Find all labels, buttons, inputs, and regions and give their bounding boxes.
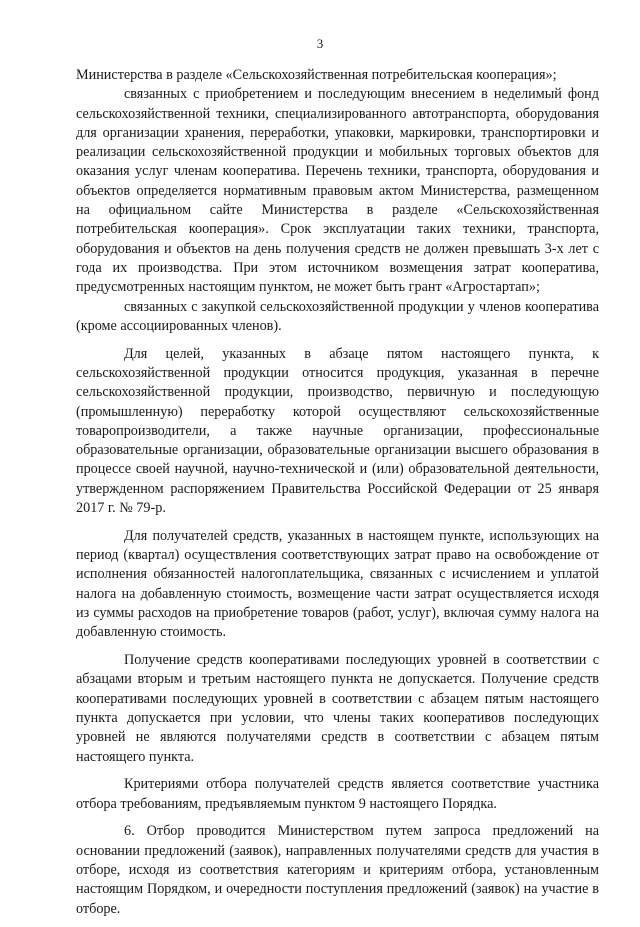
document-body [76, 66, 599, 927]
paragraph-next-level-cooperatives: Получение средств кооперативами последующих уровней в соответствии с абзацами вторым и третьим настоящего пункта не допускается. Получение средств кооперативами последующих уровней в соответствии с абзацем пятым настоящего пункта допускается при условии, что члены таких кооперативов последующих уровней не являются получателями средств в соответствии с абзацем пятым настоящего пункта. [76, 652, 599, 765]
paragraph-selection-criteria: Критериями отбора получателей средств является соответствие участника отбора требованиям, предъявляемым пунктом 9 настоящего Порядка. [76, 776, 599, 812]
paragraph-selection-procedure: 6. Отбор проводится Министерством путем запроса предложений на основании предложений (заявок), направленных получателями средств для участия в отборе, исходя из соответствия категориям и критериям отбора, установленным настоящим Порядком, и очередности поступления предложений (заявок) на участие в отборе. [76, 823, 599, 917]
paragraph-agricultural-products: Для целей, указанных в абзаце пятом настоящего пункта, к сельскохозяйственной продукции относится продукция, указанная в перечне сельскохозяйственной продукции, производство, первичную и последующую (промышленную) переработку которой осуществляют сельскохозяйственные товаропроизводители, а также научные организации, профессиональные образовательные организации, образовательные организации высшего образования в процессе своей научной, научно-технической и (или) образовательной деятельности, утвержденном распоряжением Правительства Российской Федерации от 25 января 2017 г. № 79-р. [76, 345, 599, 517]
page-number: 3 [316, 36, 324, 51]
paragraph-continuation: Министерства в разделе «Сельскохозяйственная потребительская кооперация»; [76, 67, 557, 83]
paragraph-purchase-costs: связанных с закупкой сельскохозяйственной продукции у членов кооператива (кроме ассоциированных членов). [76, 298, 599, 334]
paragraph-equipment-costs: связанных с приобретением и последующим внесением в неделимый фонд сельскохозяйственной техники, специализированного автотранспорта, оборудования для организации хранения, переработки, упаковки, маркировки, транспортировки и реализации сельскохозяйственной продукции и мобильных торговых объектов для оказания услуг членам кооператива. Перечень техники, транспорта, оборудования и объектов определяется нормативным правовым актом Министерства, размещенном на официальном сайте Министерства в разделе «Сельскохозяйственная потребительская кооперация». Срок эксплуатации таких техники, транспорта, оборудования и объектов на день получения средств не должен превышать 3-х лет с года их производства. При этом источником возмещения затрат кооператива, предусмотренных настоящим пунктом, не может быть грант «Агростартап»; [76, 86, 599, 296]
paragraph-vat-exemption: Для получателей средств, указанных в настоящем пункте, использующих на период (квартал) осуществления соответствующих затрат право на освобождение от исполнения обязанностей налогоплательщика, связанных с исчислением и уплатой налога на добавленную стоимость, возмещение части затрат осуществляется исходя из суммы расходов на приобретение товаров (работ, услуг), включая сумму налога на добавленную стоимость. [76, 527, 599, 641]
